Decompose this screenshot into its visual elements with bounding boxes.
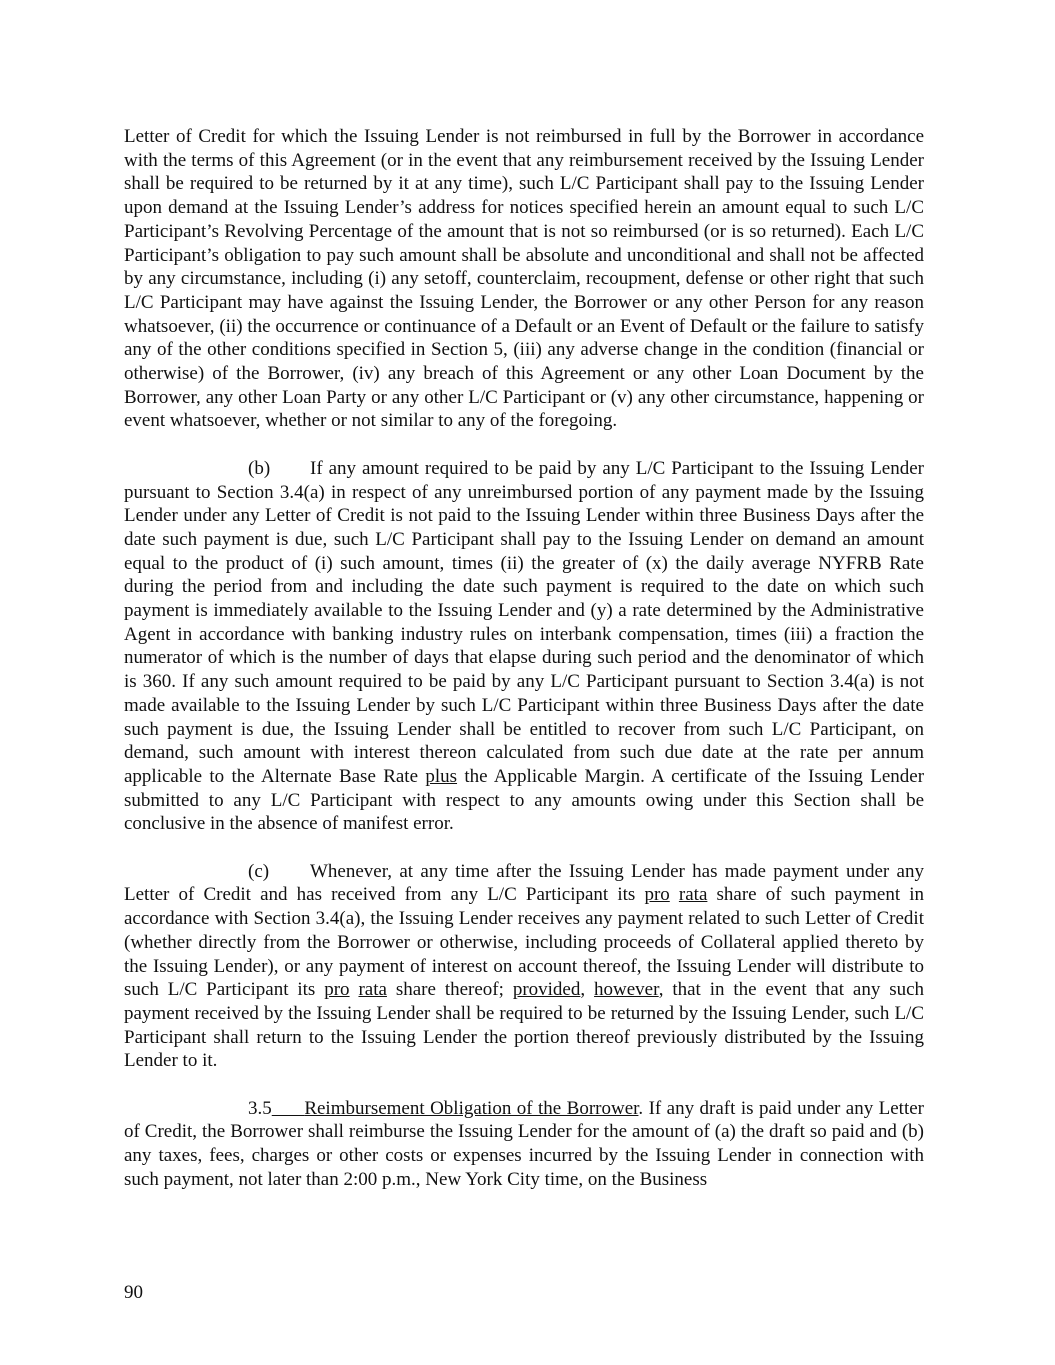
paragraph-c-marker: (c) [248, 860, 270, 882]
document-page [124, 125, 924, 1215]
provided-term: provided [512, 979, 581, 1001]
pro-term-1: pro [644, 884, 670, 906]
paragraph-b-text-2: the Applicable Margin. A certificate of the Issuing Lender submitted to any L/C Participant with respect to any amounts owing under this Section shall be conclusive in the absence of manifest error. [124, 765, 925, 835]
paragraph-c [124, 860, 924, 1073]
paragraph-a-continued: Letter of Credit for which the Issuing Lender is not reimbursed in full by the Borrower in accordance with the terms of this Agreement (or in the event that any reimbursement received by the Issuing Lender shall be required to be returned by it at any time), such L/C Participant shall pay to the Issuing Lender upon demand at the Issuing Lender’s address for notices specified herein an amount equal to such L/C Participant’s Revolving Percentage of the amount that is not so reimbursed (or is so returned). Each L/C Participant’s obligation to pay such amount shall be absolute and unconditional and shall not be affected by any circumstance, including (i) any setoff, counterclaim, recoupment, defense or other right that such L/C Participant may have against the Issuing Lender, the Borrower or any other Person for any reason whatsoever, (ii) the occurrence or continuance of a Default or an Event of Default or the failure to satisfy any of the other conditions specified in Section 5, (iii) any adverse change in the condition (financial or otherwise) of the Borrower, (iv) any breach of this Agreement or any other Loan Document by the Borrower, any other Loan Party or any other L/C Participant or (v) any other circumstance, happening or event whatsoever, whether or not similar to any of the foregoing. [124, 126, 924, 432]
provided-comma: , [580, 979, 586, 1001]
paragraph-b [124, 457, 924, 836]
section-3-5-heading-text: Reimbursement Obligation of the Borrower [304, 1097, 639, 1119]
paragraph-c-text-1: Whenever, at any time after the Issuing Lender has made payment under any Letter of Credit and has received from any L/C Participant its [124, 860, 924, 906]
page-number: 90 [124, 1282, 143, 1303]
rata-term-2: rata [358, 979, 387, 1001]
section-3-5 [124, 1097, 924, 1192]
paragraph-c-text-2: share of such payment in accordance with Section 3.4(a), the Issuing Lender receives any payment related to such Letter of Credit (whether directly from the Borrower or otherwise, including proceeds of Collateral applied thereto by the Issuing Lender), or any payment of interest on account thereof, the Issuing Lender will distribute to such L/C Participant its [124, 884, 925, 1001]
underlined-plus: plus [425, 765, 458, 787]
rata-term-1: rata [678, 884, 708, 906]
paragraph-c-text-3: share thereof; [395, 979, 504, 1001]
however-term: however [594, 979, 659, 1001]
paragraph-b-marker: (b) [248, 457, 271, 479]
paragraph-b-text-1: If any amount required to be paid by any L/C Participant to the Issuing Lender pursuant to Section 3.4(a) in respect of any unreimbursed portion of any payment made by the Issuing Lender under any Letter of Credit is not paid to the Issuing Lender within three Business Days after the date such payment is due, such L/C Participant shall pay to the Issuing Lender on demand an amount equal to the product of (i) such amount, times (ii) the greater of (x) the daily average NYFRB Rate during the period from and including the date such payment is required to the date on which such payment is immediately available to the Issuing Lender and (y) a rate determined by the Administrative Agent in accordance with banking industry rules on interbank compensation, times (iii) a fraction the numerator of which is the number of days that elapse during such period and the denominator of which is 360. If any such amount required to be paid by any L/C Participant pursuant to Section 3.4(a) is not made available to the Issuing Lender by such L/C Participant within three Business Days after the date such payment is due, the Issuing Lender shall be entitled to recover from such L/C Participant, on demand, such amount with interest thereon calculated from such due date at the rate per annum applicable to the Alternate Base Rate [124, 457, 924, 787]
paragraph-c-text-4: , that in the event that any such payment received by the Issuing Lender shall be required to be returned by the Issuing Lender, such L/C Participant shall return to the Issuing Lender the portion thereof previously distributed by the Issuing Lender to it. [124, 979, 925, 1072]
section-3-5-number: 3.5 [248, 1097, 272, 1119]
pro-term-2: pro [324, 979, 350, 1001]
section-3-5-heading [272, 1098, 639, 1119]
section-3-5-text: . If any draft is paid under any Letter of Credit, the Borrower shall reimburse the Issuing Lender for the amount of (a) the draft so paid and (b) any taxes, fees, charges or other costs or expenses incurred by the Issuing Lender in connection with such payment, not later than 2:00 p.m., New York City time, on the Business [124, 1097, 924, 1190]
